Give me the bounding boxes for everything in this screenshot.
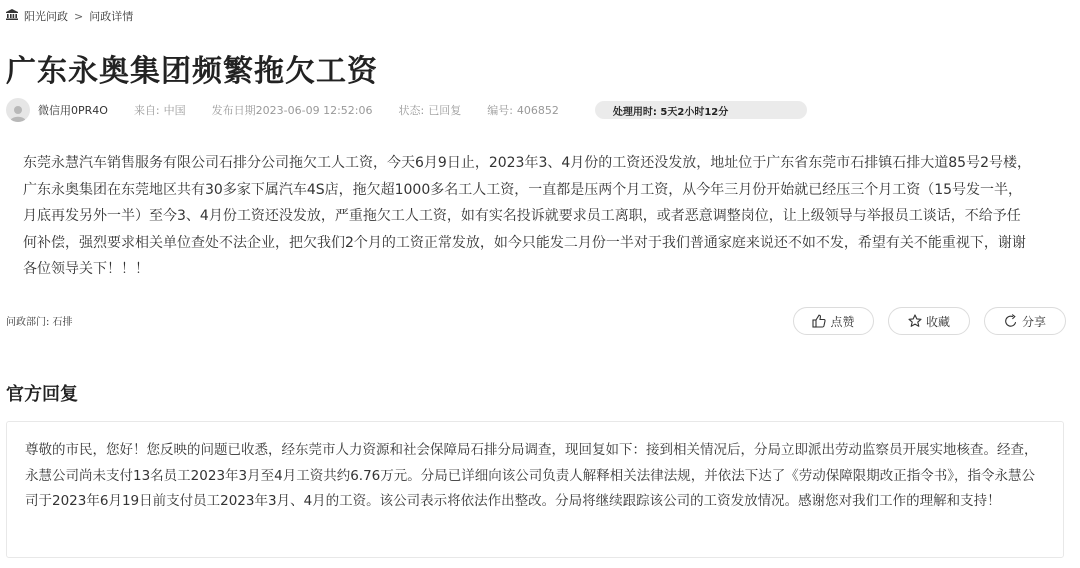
favorite-label: 收藏 [925,314,950,329]
source-label: 来自: [133,104,160,117]
favorite-button[interactable] [888,307,970,335]
id-info [487,102,559,118]
official-reply-text: 尊敬的市民，您好！您反映的问题已收悉，经东莞市人力资源和社会保障局石排分局调查，现回复如下：接到相关情况后，分局立即派出劳动监察员开展实地核查。经查，永慧公司尚未支付13名员工2023年3月至4月工资共约6.76万元。分局已详细向该公司负责人解释相关法律法规，并依法下达了《劳动保障限期改正指令书》，指令永慧公司于2023年6月19日前支付员工2023年3月、4月的工资。该公司表示将依法作出整改。分局将继续跟踪该公司的工资发放情况。感谢您对我们工作的理解和支持！ [25,442,1038,509]
breadcrumb-home-link[interactable]: 阳光问政 [24,10,68,23]
breadcrumb [6,8,133,24]
like-button[interactable] [793,307,874,335]
publish-date: 发布日期2023-06-09 12:52:06 [211,104,373,117]
breadcrumb-current: 问政详情 [89,10,134,23]
official-reply-box [6,421,1064,558]
star-icon [908,314,922,328]
status-label: 状态: [398,104,425,117]
thumbs-up-icon [812,314,826,328]
id-label: 编号: [487,104,513,117]
user-icon [6,98,30,122]
post-meta [6,97,807,123]
source-info [134,102,186,118]
action-bar [793,307,1066,335]
processing-time-badge: 处理用时: 5天2小时12分 [595,101,807,119]
status-info [398,102,461,118]
share-label: 分享 [1021,314,1046,329]
share-icon [1004,314,1018,328]
bank-icon [6,9,18,23]
department: 问政部门: 石排 [6,317,73,328]
source-value: 中国 [163,104,186,117]
author-name: 微信用0PR4O [38,104,108,117]
page-title: 广东永奥集团频繁拖欠工资 [6,54,378,89]
breadcrumb-separator: > [74,9,84,23]
complaint-content: 东莞永慧汽车销售服务有限公司石排分公司拖欠工人工资，今天6月9日止，2023年3、4月份的工资还没发放，地址位于广东省东莞市石排镇石排大道85号2号楼，广东永奥集团在东莞地区共有30多家下属汽车4S店，拖欠超1000多名工人工资，一直都是压两个月工资，从今年三月份开始就已经压三个月工资（15号发一半，月底再发另外一半）至今3、4月份工资还没发放，严重拖欠工人工资，如有实名投诉就要求员工离职，或者恶意调整岗位，让上级领导与举报员工谈话，不给予任何补偿，强烈要求相关单位查处不法企业，把欠我们2个月的工资正常发放，如今只能发二月份一半对于我们普通家庭来说还不如不发，希望有关不能重视下，谢谢各位领导关下！！！ [23,155,1031,277]
like-label: 点赞 [830,314,855,329]
share-button[interactable] [984,307,1066,335]
status-value: 已回复 [428,104,462,117]
reply-heading: 官方回复 [6,384,78,405]
id-value: 406852 [516,104,559,117]
